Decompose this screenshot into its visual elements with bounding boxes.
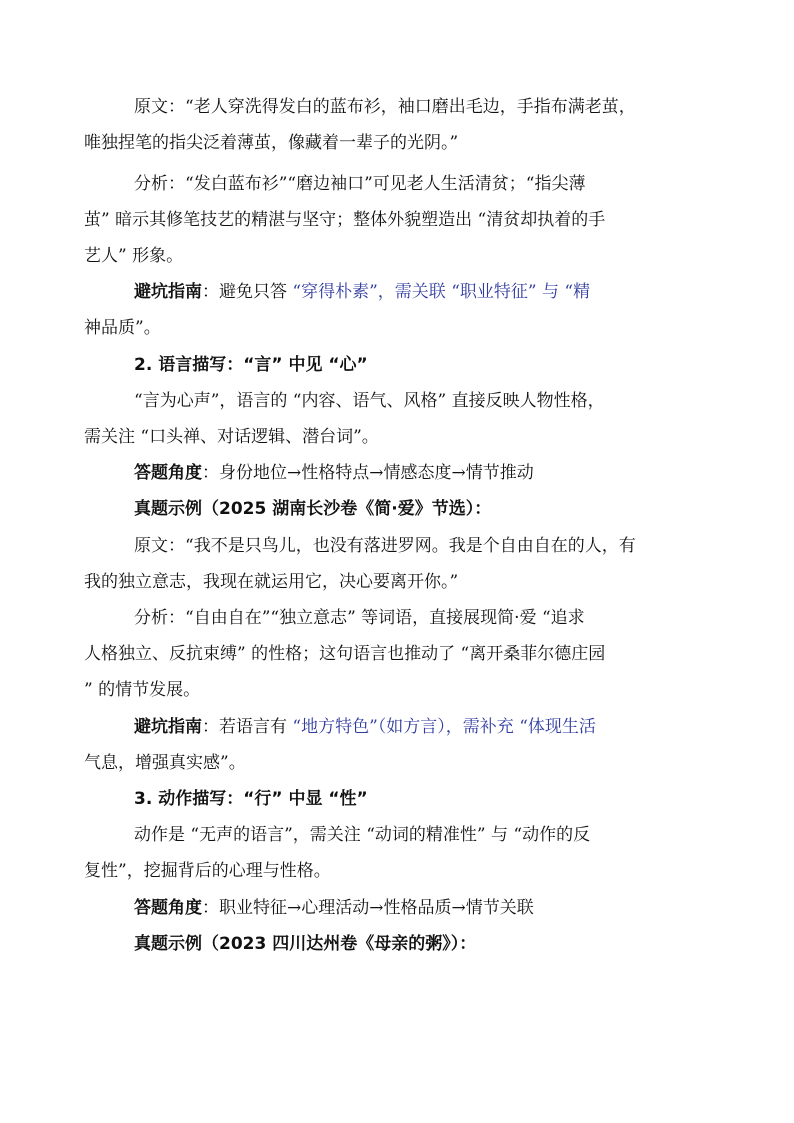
paragraph-line: 原文：“老人穿洗得发白的蓝布衫，袖口磨出毛边，手指布满老茧， bbox=[134, 97, 636, 117]
paragraph-line: “言为心声”，语言的 “内容、语气、风格” 直接反映人物性格， bbox=[134, 391, 605, 411]
paragraph-line: 复性”，挖掘背后的心理与性格。 bbox=[84, 861, 331, 881]
angle-line bbox=[134, 461, 534, 485]
tip-highlight: “穿得朴素”，需关联 “职业特征” 与 bbox=[292, 282, 559, 302]
angle-text: ：身份地位→性格特点→情感态度→情节推动 bbox=[202, 463, 534, 483]
paragraph-line: ” 的情节发展。 bbox=[84, 680, 201, 700]
angle-text: ：职业特征→心理活动→性格品质→情节关联 bbox=[202, 898, 534, 918]
paragraph-line: 茧” 暗示其修笔技艺的精湛与坚守；整体外貌塑造出 “清贫却执着的手 bbox=[84, 210, 606, 230]
paragraph-line: 分析：“发白蓝布衫”“磨边袖口”可见老人生活清贫；“指尖薄 bbox=[134, 174, 586, 194]
paragraph-line: 神品质”。 bbox=[84, 318, 161, 338]
section-heading: 3. 动作描写：“行” 中显 “性” bbox=[134, 789, 368, 809]
example-heading: 真题示例（2023 四川达州卷《母亲的粥》）： bbox=[134, 934, 477, 954]
paragraph-line: 动作是 “无声的语言”，需关注 “动词的精准性” 与 “动作的反 bbox=[134, 825, 591, 845]
paragraph-line: 人格独立、反抗束缚” 的性格；这句语言也推动了 “离开桑菲尔德庄园 bbox=[84, 644, 606, 664]
section-heading: 2. 语言描写：“言” 中见 “心” bbox=[134, 355, 368, 375]
angle-line bbox=[134, 896, 534, 920]
tip-text: ：避免只答 bbox=[202, 282, 287, 302]
tip-line bbox=[134, 715, 596, 739]
paragraph-line: 原文：“我不是只鸟儿，也没有落进罗网。我是个自由自在的人，有 bbox=[134, 536, 636, 556]
paragraph-line: 唯独捏笔的指尖泛着薄茧，像藏着一辈子的光阴。” bbox=[84, 133, 459, 153]
paragraph-line: 分析：“自由自在”“独立意志” 等词语，直接展现简·爱 “追求 bbox=[134, 608, 585, 628]
tip-highlight: “地方特色”（如方言），需补充 “体现生活 bbox=[292, 717, 596, 737]
tip-label: 避坑指南 bbox=[134, 282, 202, 302]
paragraph-line: 我的独立意志，我现在就运用它，决心要离开你。” bbox=[84, 572, 459, 592]
paragraph-line: 气息，增强真实感”。 bbox=[84, 753, 246, 773]
angle-label: 答题角度 bbox=[134, 898, 202, 918]
tip-line bbox=[134, 280, 590, 304]
example-heading: 真题示例（2025 湖南长沙卷《简·爱》节选）： bbox=[134, 499, 492, 519]
paragraph-line: 需关注 “口头禅、对话逻辑、潜台词”。 bbox=[84, 427, 379, 447]
tip-label: 避坑指南 bbox=[134, 717, 202, 737]
angle-label: 答题角度 bbox=[134, 463, 202, 483]
tip-highlight: “精 bbox=[564, 282, 591, 302]
tip-text: ：若语言有 bbox=[202, 717, 287, 737]
paragraph-line: 艺人” 形象。 bbox=[84, 246, 184, 266]
